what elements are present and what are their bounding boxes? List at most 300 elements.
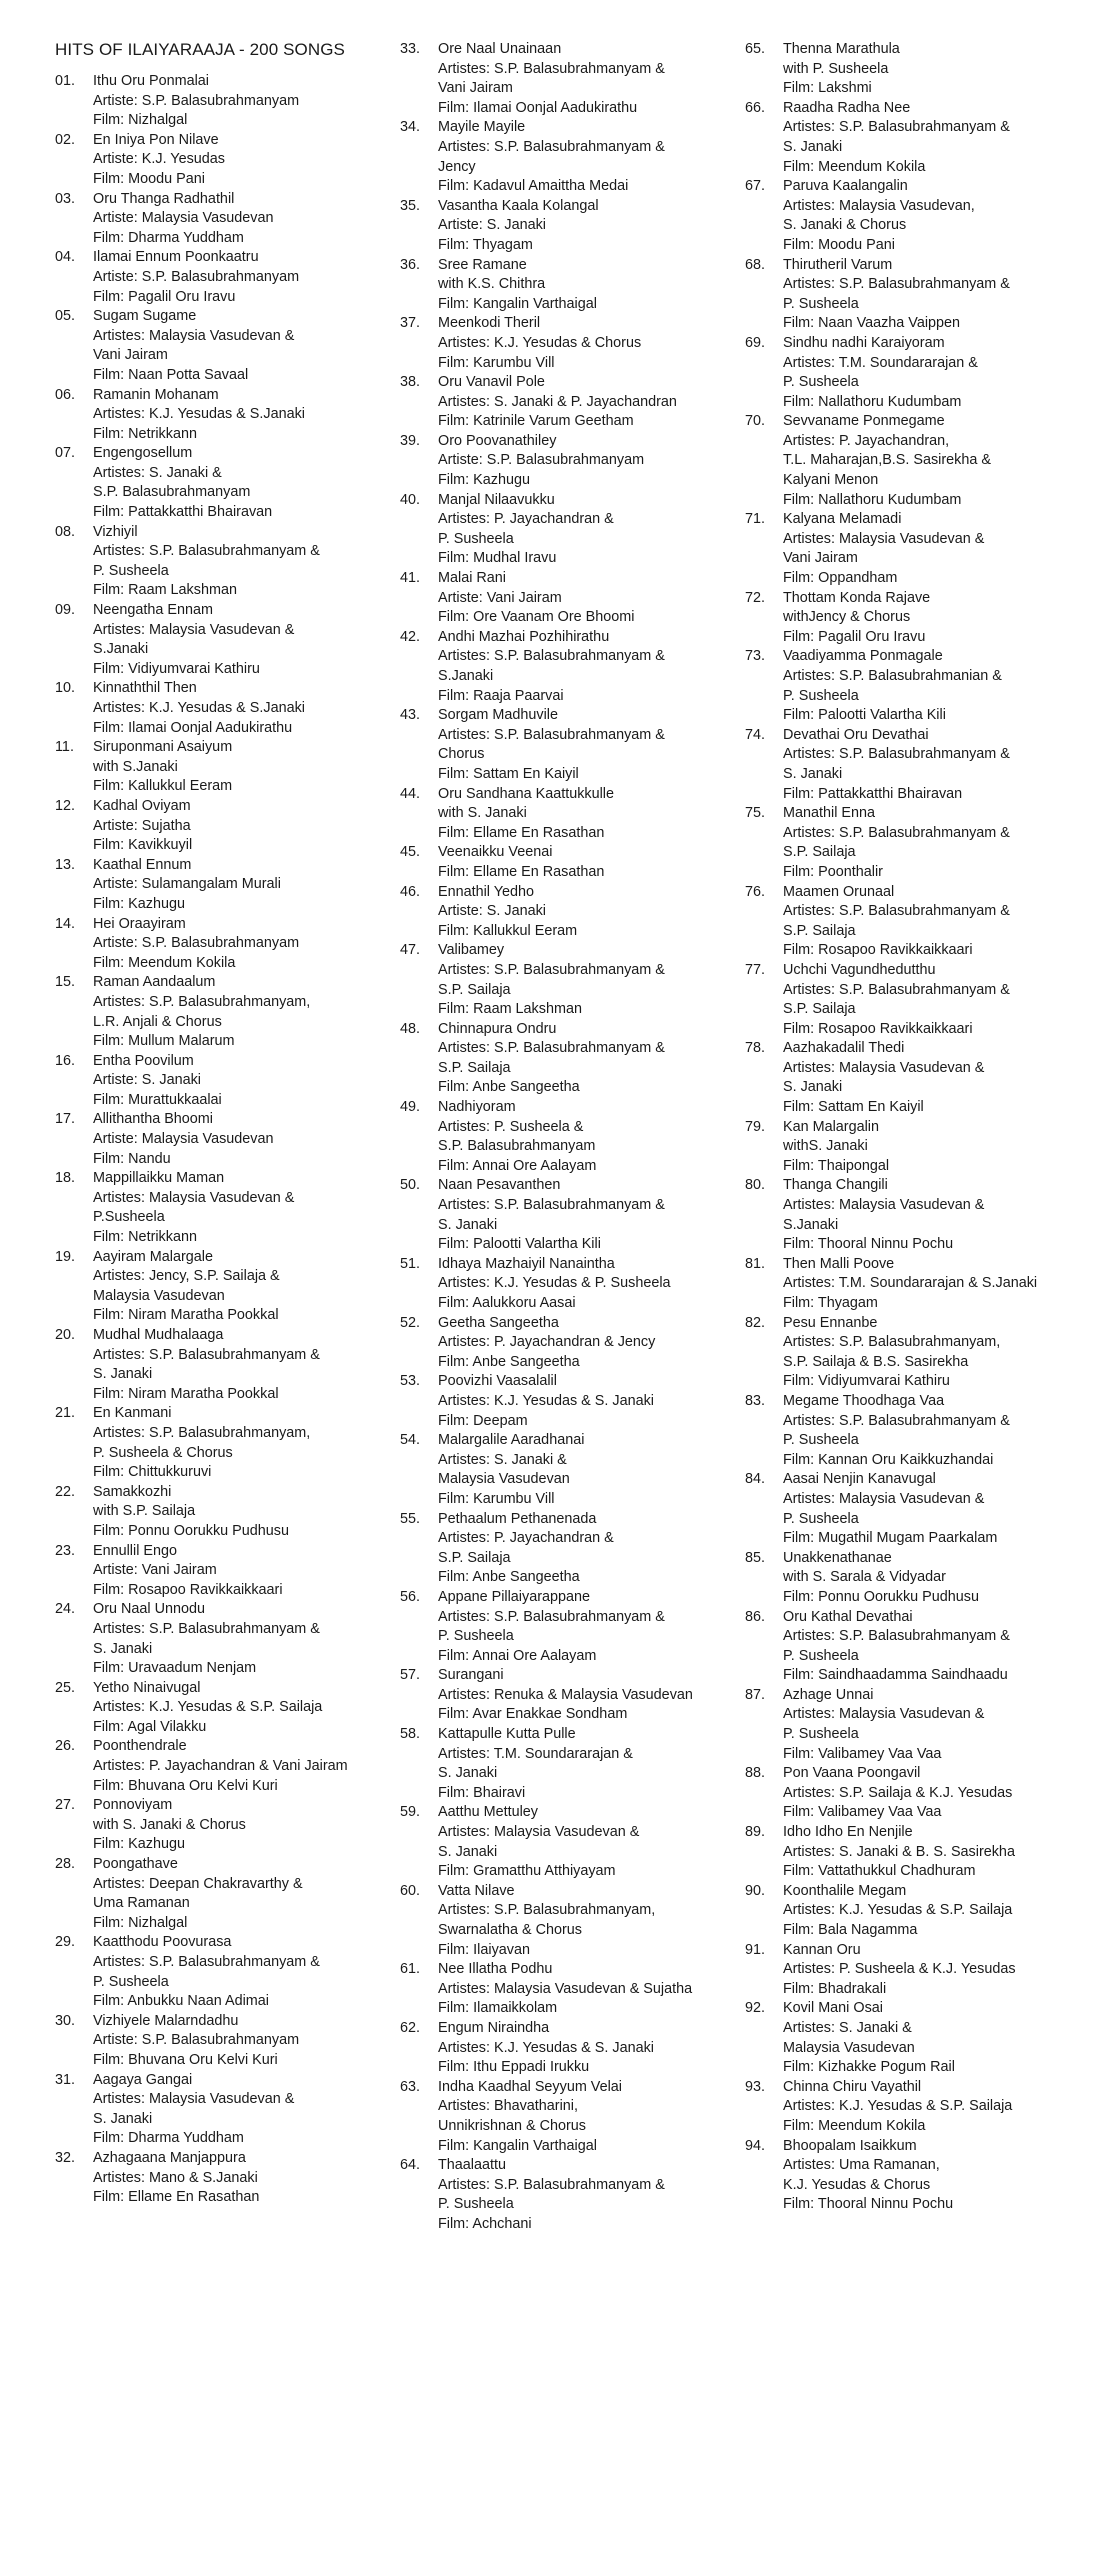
song-detail: S.P. Sailaja [783, 922, 856, 939]
song-info [438, 256, 745, 315]
song-film: Film: Anbe Sangeetha [438, 1079, 580, 1096]
song-film: Film: Niram Maratha Pookkal [93, 1307, 279, 1324]
song-entry [745, 1392, 1090, 1470]
song-artists: Artistes: Malaysia Vasudevan, [783, 197, 975, 214]
song-number: 49. [400, 1099, 421, 1116]
song-title: Aagaya Gangai [93, 2071, 193, 2088]
song-title: Oru Naal Unnodu [93, 1601, 205, 1618]
song-film: Film: Bhuvana Oru Kelvi Kuri [93, 2051, 278, 2068]
song-title: Yetho Ninaivugal [93, 1679, 201, 1696]
song-info [438, 569, 745, 628]
song-artists: Artistes: S.P. Balasubrahmanyam & [783, 824, 1010, 841]
song-entry [55, 1248, 400, 1326]
song-info [783, 334, 1090, 412]
song-title: Sevvaname Ponmegame [783, 413, 945, 430]
song-artists: Artistes: S.P. Balasubrahmanyam & [438, 1197, 665, 1214]
song-film: Film: Dharma Yuddham [93, 2130, 244, 2147]
song-number: 29. [55, 1934, 76, 1951]
song-entry [745, 1039, 1090, 1117]
song-artists: Artistes: S.P. Balasubrahmanyam, [783, 1334, 1001, 1351]
song-detail: Vani Jairam [438, 80, 513, 97]
song-film: Film: Annai Ore Aalayam [438, 1157, 597, 1174]
song-number: 46. [400, 883, 421, 900]
song-title: Ramanin Mohanam [93, 386, 219, 403]
song-number: 64. [400, 2157, 421, 2174]
song-film: Film: Achchani [438, 2215, 532, 2232]
song-film: Film: Mugathil Mugam Paarkalam [783, 1530, 998, 1547]
song-number: 32. [55, 2149, 76, 2166]
song-detail: S.P. Sailaja & B.S. Sasirekha [783, 1353, 969, 1370]
song-info [438, 491, 745, 569]
song-title: Ilamai Ennum Poonkaatru [93, 249, 259, 266]
song-entry [400, 256, 745, 315]
song-info [783, 589, 1090, 648]
song-info [93, 915, 400, 974]
song-entry [745, 1314, 1090, 1392]
song-detail: S.P. Sailaja [783, 1001, 856, 1018]
song-number: 11. [55, 739, 74, 756]
song-film: Film: Thyagam [783, 1295, 878, 1311]
song-info [438, 432, 745, 491]
song-entry [55, 2012, 400, 2071]
song-film: Film: Murattukkaalai [93, 1091, 222, 1108]
song-artists: Artistes: S. Janaki & [438, 1451, 567, 1468]
song-info [438, 941, 745, 1019]
song-artists: Artistes: S.P. Balasubrahmanyam & [93, 1620, 320, 1637]
song-artists: Artistes: S.P. Balasubrahmanyam, [93, 993, 311, 1010]
song-entry [55, 444, 400, 522]
song-film: Film: Palootti Valartha Kili [783, 707, 946, 724]
song-artists: Artistes: P. Jayachandran & [438, 1530, 614, 1547]
song-title: Hei Oraayiram [93, 915, 186, 932]
song-title: Kattapulle Kutta Pulle [438, 1726, 576, 1743]
song-title: Aayiram Malargale [93, 1248, 213, 1265]
song-detail: Uma Ramanan [93, 1895, 190, 1912]
song-number: 44. [400, 785, 421, 802]
song-film: Film: Thyagam [438, 236, 533, 253]
song-title: Ithu Oru Ponmalai [93, 73, 209, 89]
song-info [93, 1933, 400, 2011]
song-title: Chinna Chiru Vayathil [783, 2078, 922, 2095]
song-number: 59. [400, 1804, 421, 1821]
song-number: 78. [745, 1040, 766, 1057]
song-number: 55. [400, 1510, 421, 1527]
song-title: Surangani [438, 1667, 504, 1684]
song-detail: P. Susheela [783, 1510, 859, 1527]
song-entry [55, 1404, 400, 1482]
song-title: Uchchi Vagundhedutthu [783, 961, 936, 978]
song-info [783, 412, 1090, 510]
song-number: 05. [55, 308, 76, 325]
song-entry [55, 679, 400, 738]
song-number: 52. [400, 1314, 421, 1331]
song-title: Vaadiyamma Ponmagale [783, 648, 943, 665]
song-film: Film: Naan Potta Savaal [93, 366, 249, 383]
song-entry [55, 601, 400, 679]
song-entry [400, 197, 745, 256]
song-title: Oru Sandhana Kaattukkulle [438, 785, 615, 802]
song-info [93, 2071, 400, 2149]
song-artists: Artiste: S.P. Balasubrahmanyam [93, 92, 300, 109]
song-artists: Artistes: Deepan Chakravarthy & [93, 1875, 303, 1892]
song-entry [55, 1542, 400, 1601]
song-entry [55, 1933, 400, 2011]
song-info [438, 1588, 745, 1666]
song-film: Film: Thooral Ninnu Pochu [783, 1236, 954, 1253]
song-entry [400, 1431, 745, 1509]
song-film: Film: Netrikkann [93, 1229, 197, 1246]
song-film: Film: Sattam En Kaiyil [438, 765, 579, 782]
song-detail: P. Susheela [783, 1726, 859, 1743]
song-entry [745, 2137, 1090, 2215]
song-entry [400, 2078, 745, 2156]
song-film: Film: Raam Lakshman [438, 1001, 582, 1018]
song-info [783, 1255, 1090, 1314]
song-film: Film: Moodu Pani [783, 236, 895, 253]
song-info [438, 197, 745, 256]
column-3 [745, 40, 1090, 2215]
song-film: Film: Nizhalgal [93, 1914, 188, 1931]
song-film: Film: Netrikkann [93, 425, 197, 442]
song-detail: Jency [438, 158, 476, 175]
song-entry [400, 118, 745, 196]
song-title: Idhaya Mazhaiyil Nanaintha [438, 1255, 615, 1272]
song-title: Idho Idho En Nenjile [783, 1824, 913, 1841]
song-info [438, 1314, 745, 1373]
song-entry [400, 1176, 745, 1254]
song-entry [745, 726, 1090, 804]
song-title: Indha Kaadhal Seyyum Velai [438, 2078, 623, 2095]
song-number: 47. [400, 942, 421, 959]
song-number: 28. [55, 1856, 76, 1873]
song-entry [55, 1737, 400, 1796]
song-number: 93. [745, 2078, 766, 2095]
song-info [783, 1039, 1090, 1117]
song-film: Film: Aalukkoru Aasai [438, 1295, 576, 1311]
song-detail: P. Susheela [438, 1628, 514, 1645]
song-artists: Artistes: Malaysia Vasudevan & [783, 530, 985, 547]
song-title: Megame Thoodhaga Vaa [783, 1392, 945, 1409]
song-film: Film: Ponnu Oorukku Pudhusu [93, 1522, 289, 1539]
song-artists: Artistes: S.P. Balasubrahmanian & [783, 668, 1002, 684]
song-title: Vizhiyil [93, 523, 138, 540]
song-number: 85. [745, 1549, 766, 1566]
song-film: Film: Kavikkuyil [93, 837, 193, 854]
song-detail: P.Susheela [93, 1209, 165, 1226]
song-number: 24. [55, 1601, 76, 1618]
song-detail: P. Susheela [783, 295, 859, 312]
song-number: 58. [400, 1726, 421, 1743]
song-entry [55, 1110, 400, 1169]
song-film: Film: Bhuvana Oru Kelvi Kuri [93, 1777, 278, 1794]
song-film: Film: Sattam En Kaiyil [783, 1099, 924, 1116]
song-artists: Artistes: S.P. Balasubrahmanyam & [438, 60, 665, 77]
song-artists: Artiste: S.P. Balasubrahmanyam [93, 2032, 300, 2049]
song-film: Film: Ilamai Oonjal Aadukirathu [93, 719, 293, 736]
song-number: 86. [745, 1608, 766, 1625]
song-film: Film: Oppandham [783, 570, 898, 587]
song-artists: Artistes: S. Janaki & [93, 464, 222, 481]
song-number: 82. [745, 1314, 766, 1331]
song-number: 07. [55, 445, 76, 462]
song-film: Film: Ithu Eppadi Irukku [438, 2059, 590, 2076]
song-artists: Artiste: Vani Jairam [93, 1562, 217, 1579]
song-artists: Artistes: Malaysia Vasudevan & [783, 1059, 985, 1076]
song-entry [400, 1725, 745, 1803]
song-info [438, 2019, 745, 2078]
song-artists: Artistes: S.P. Balasubrahmanyam & [93, 1346, 320, 1363]
song-film: Film: Ilamaikkolam [438, 2000, 558, 2017]
song-detail: S.Janaki [783, 1216, 839, 1233]
song-artists: with K.S. Chithra [438, 276, 546, 293]
song-number: 31. [55, 2071, 76, 2088]
song-artists: Artiste: Sulamangalam Murali [93, 876, 281, 893]
song-film: Film: Thooral Ninnu Pochu [783, 2196, 954, 2213]
song-number: 80. [745, 1177, 766, 1194]
song-info [783, 2078, 1090, 2137]
song-number: 30. [55, 2012, 76, 2029]
song-detail: L.R. Anjali & Chorus [93, 1013, 222, 1030]
song-entry [400, 569, 745, 628]
song-entry [400, 432, 745, 491]
song-artists: Artistes: S.P. Balasubrahmanyam & [783, 276, 1010, 293]
column-2 [400, 40, 745, 2235]
song-info [93, 190, 400, 249]
song-entry [745, 1941, 1090, 2000]
song-detail: S.P. Balasubrahmanyam [93, 484, 251, 501]
song-info [783, 1941, 1090, 2000]
song-artists: Artistes: S.P. Balasubrahmanyam & [438, 1608, 665, 1625]
song-title: Raman Aandaalum [93, 974, 216, 991]
song-artists: Artistes: T.M. Soundararajan & [438, 1745, 633, 1762]
song-info [438, 706, 745, 784]
song-artists: Artistes: S.P. Balasubrahmanyam, [93, 1424, 311, 1441]
song-title: En Kanmani [93, 1405, 172, 1422]
song-info [783, 256, 1090, 334]
song-title: Engum Niraindha [438, 2019, 550, 2036]
song-film: Film: Gramatthu Atthiyayam [438, 1863, 616, 1880]
song-detail: Malaysia Vasudevan [783, 2039, 915, 2056]
song-title: Thenna Marathula [783, 41, 900, 57]
song-film: Film: Ilamai Oonjal Aadukirathu [438, 99, 638, 116]
song-number: 25. [55, 1679, 76, 1696]
song-title: Sorgam Madhuvile [438, 707, 558, 724]
song-artists: withS. Janaki [783, 1138, 868, 1155]
song-detail: S. Janaki [93, 1640, 153, 1657]
song-artists: Artiste: S. Janaki [438, 217, 546, 234]
song-artists: Artistes: T.M. Soundararajan & S.Janaki [783, 1275, 1038, 1292]
song-info [438, 843, 745, 882]
song-info [783, 177, 1090, 255]
song-title: Poongathave [93, 1856, 178, 1873]
song-artists: Artistes: S. Janaki & [783, 2019, 912, 2036]
song-entry [400, 1666, 745, 1725]
song-detail: S.P. Sailaja [783, 844, 856, 861]
song-entry [55, 1483, 400, 1542]
song-title: Koonthalile Megam [783, 1882, 907, 1899]
song-info [783, 726, 1090, 804]
song-entry [745, 1823, 1090, 1882]
song-entry [745, 961, 1090, 1039]
song-entry [55, 72, 400, 131]
song-title: Appane Pillaiyarappane [438, 1588, 591, 1605]
song-number: 19. [55, 1248, 76, 1265]
song-info [438, 628, 745, 706]
song-film: Film: Bhadrakali [783, 1980, 887, 1997]
song-number: 06. [55, 386, 76, 403]
song-title: Oro Poovanathiley [438, 432, 557, 449]
song-title: Maamen Orunaal [783, 883, 895, 900]
song-number: 63. [400, 2078, 421, 2095]
song-info [438, 1882, 745, 1960]
song-info [93, 797, 400, 856]
song-number: 79. [745, 1118, 766, 1135]
document-title: HITS OF ILAIYARAAJA - 200 SONGS [55, 40, 345, 59]
song-title: Allithantha Bhoomi [93, 1111, 213, 1128]
song-detail: Malaysia Vasudevan [438, 1471, 570, 1488]
song-number: 91. [745, 1941, 766, 1958]
song-info [783, 1608, 1090, 1686]
song-info [93, 1326, 400, 1404]
song-detail: P. Susheela [783, 1647, 859, 1664]
song-artists: Artistes: Mano & S.Janaki [93, 2169, 258, 2186]
song-artists: Artistes: K.J. Yesudas & S.Janaki [93, 700, 305, 716]
song-entry [55, 856, 400, 915]
song-film: Film: Mudhal Iravu [438, 550, 557, 567]
song-detail: Kalyani Menon [783, 472, 879, 489]
song-entry [745, 510, 1090, 588]
song-entry [400, 1882, 745, 1960]
song-artists: Artistes: S.P. Balasubrahmanyam, [438, 1902, 656, 1919]
song-artists: Artistes: S.P. Balasubrahmanyam & [93, 543, 320, 560]
song-title: Thanga Changili [783, 1177, 888, 1194]
song-list-column-3 [745, 40, 1090, 2215]
song-detail: T.L. Maharajan,B.S. Sasirekha & [783, 452, 991, 469]
song-title: Kadhal Oviyam [93, 797, 191, 814]
song-film: Film: Annai Ore Aalayam [438, 1647, 597, 1664]
song-artists: Artistes: S.P. Balasubrahmanyam & [438, 961, 665, 978]
song-info [438, 118, 745, 196]
song-entry [55, 797, 400, 856]
song-number: 73. [745, 648, 766, 665]
song-title: Vizhiyele Malarndadhu [93, 2012, 239, 2029]
song-number: 51. [400, 1255, 421, 1272]
song-number: 65. [745, 41, 766, 57]
song-number: 40. [400, 491, 421, 508]
song-detail: S.Janaki [438, 668, 494, 684]
song-entry [400, 785, 745, 844]
song-film: Film: Moodu Pani [93, 170, 205, 187]
song-info [93, 72, 400, 131]
song-info [93, 973, 400, 1051]
song-number: 89. [745, 1824, 766, 1841]
song-detail: S.P. Sailaja [438, 1059, 511, 1076]
song-info [783, 510, 1090, 588]
song-number: 74. [745, 726, 766, 743]
song-number: 42. [400, 628, 421, 645]
song-number: 92. [745, 2000, 766, 2017]
song-detail: P. Susheela [438, 2196, 514, 2213]
song-title: Malai Rani [438, 570, 506, 587]
song-info [783, 1176, 1090, 1254]
song-title: En Iniya Pon Nilave [93, 131, 219, 148]
song-entry [55, 1169, 400, 1247]
song-title: Thottam Konda Rajave [783, 589, 931, 606]
song-number: 94. [745, 2137, 766, 2154]
song-title: Entha Poovilum [93, 1052, 194, 1069]
song-title: Naan Pesavanthen [438, 1177, 561, 1194]
song-artists: Artistes: P. Jayachandran & Jency [438, 1334, 656, 1351]
song-number: 77. [745, 961, 766, 978]
song-number: 45. [400, 844, 421, 861]
song-entry [400, 628, 745, 706]
song-info [93, 1855, 400, 1933]
song-info [93, 601, 400, 679]
song-entry [745, 589, 1090, 648]
song-number: 34. [400, 119, 421, 136]
song-entry [55, 523, 400, 601]
song-number: 67. [745, 178, 766, 195]
song-number: 16. [55, 1052, 76, 1069]
song-film: Film: Meendum Kokila [783, 2117, 926, 2134]
song-title: Azhagaana Manjappura [93, 2149, 246, 2166]
song-artists: Artistes: S.P. Balasubrahmanyam & [783, 1628, 1010, 1645]
song-entry [55, 2149, 400, 2208]
song-entry [400, 706, 745, 784]
song-info [93, 679, 400, 738]
song-title: Kaathal Ennum [93, 856, 192, 873]
song-artists: Artistes: S.P. Balasubrahmanyam & [783, 903, 1010, 920]
song-title: Ennullil Engo [93, 1542, 178, 1559]
song-detail: S. Janaki [93, 1366, 153, 1383]
song-film: Film: Kannan Oru Kaikkuzhandai [783, 1451, 994, 1468]
song-title: Vatta Nilave [438, 1882, 515, 1899]
song-entry [400, 2156, 745, 2234]
song-artists: Artistes: S.P. Balasubrahmanyam & [438, 2176, 665, 2193]
song-film: Film: Nallathoru Kudumbam [783, 491, 962, 508]
song-artists: Artistes: Malaysia Vasudevan & [93, 1189, 295, 1206]
song-title: Bhoopalam Isaikkum [783, 2137, 917, 2154]
song-film: Film: Vattathukkul Chadhuram [783, 1863, 976, 1880]
song-info [438, 314, 745, 373]
song-info [438, 1960, 745, 2019]
song-title: Chinnapura Ondru [438, 1020, 557, 1037]
song-number: 21. [55, 1405, 76, 1422]
song-title: Kan Malargalin [783, 1118, 879, 1135]
song-artists: Artistes: Malaysia Vasudevan & [93, 621, 295, 638]
song-detail: P. Susheela [783, 687, 859, 704]
song-number: 02. [55, 131, 76, 148]
song-info [438, 2078, 745, 2156]
song-number: 10. [55, 680, 76, 697]
song-entry [400, 1588, 745, 1666]
song-film: Film: Vidiyumvarai Kathiru [93, 660, 260, 677]
song-detail: S. Janaki [783, 765, 843, 782]
song-info [438, 1176, 745, 1254]
song-artists: Artiste: Malaysia Vasudevan [93, 1131, 274, 1148]
song-artists: Artistes: S.P. Balasubrahmanyam & [438, 1040, 665, 1057]
song-artists: with S.P. Sailaja [93, 1503, 196, 1520]
song-info [93, 2012, 400, 2071]
song-title: Sindhu nadhi Karaiyoram [783, 334, 945, 351]
song-info [783, 2137, 1090, 2215]
song-entry [745, 99, 1090, 177]
song-info [438, 1510, 745, 1588]
song-detail: S. Janaki [438, 1843, 498, 1860]
song-entry [745, 647, 1090, 725]
song-number: 66. [745, 99, 766, 116]
song-number: 43. [400, 707, 421, 724]
